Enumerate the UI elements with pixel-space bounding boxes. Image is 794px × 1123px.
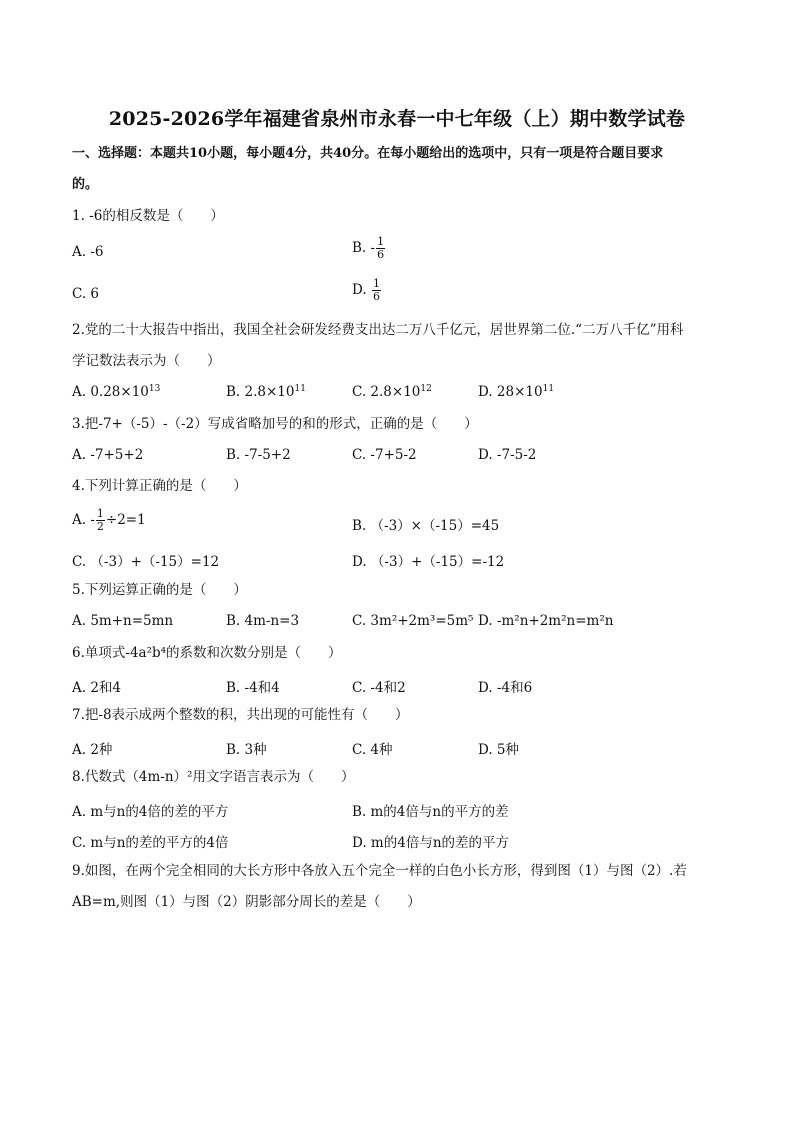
q1-option-d-prefix: D. [352, 282, 371, 298]
section-header-line1: 一、选择题：本题共10小题，每小题4分，共40分。在每小题给出的选项中，只有一项是符合题目要求 [72, 146, 664, 161]
q1-option-a: A. -6 [72, 244, 104, 260]
q5-option-b: B. 4m-n=3 [226, 613, 300, 629]
q4-option-d: D. （-3）+（-15）=-12 [352, 554, 505, 570]
q4-option-a-fraction [96, 508, 105, 533]
q6-option-a: A. 2和4 [72, 680, 122, 696]
q2-option-d [478, 384, 554, 400]
q3-option-b: B. -7-5+2 [226, 447, 291, 463]
q4-stem: 4.下列计算正确的是（ ） [72, 478, 247, 494]
q2-option-b-base: B. 2.8×10 [226, 384, 295, 400]
q2-option-d-base: D. 28×10 [478, 384, 543, 400]
q1-option-b-fraction [376, 236, 385, 261]
q2-option-d-exponent: 11 [542, 384, 555, 394]
q1-stem: 1. -6的相反数是（ ） [72, 208, 224, 224]
q2-option-c-exponent: 12 [420, 384, 432, 394]
q1-option-b-prefix: B. - [352, 240, 376, 256]
q2-option-a-exponent: 13 [148, 384, 161, 394]
q8-option-b: B. m的4倍与n的平方的差 [352, 804, 509, 820]
q1-option-d-numerator: 1 [372, 277, 380, 290]
q2-stem-line1: 2.党的二十大报告中指出，我国全社会研发经费支出达二万八千亿元，居世界第二位.“二万八千亿”用科 [72, 322, 684, 338]
q4-option-a-prefix: A. - [72, 512, 95, 528]
q2-stem-line2: 学记数法表示为（ ） [72, 353, 221, 369]
q2-option-c-base: C. 2.8×10 [352, 384, 421, 400]
q6-option-d: D. -4和6 [478, 680, 533, 696]
q8-option-c: C. m与n的差的平方的4倍 [72, 835, 229, 851]
q8-stem: 8.代数式（4m-n）²用文字语言表示为（ ） [72, 769, 355, 785]
q1-option-c: C. 6 [72, 286, 100, 302]
q3-option-a: A. -7+5+2 [72, 447, 144, 463]
q4-option-b: B. （-3）×（-15）=45 [352, 518, 500, 534]
q3-option-d: D. -7-5-2 [478, 447, 537, 463]
q7-option-a: A. 2种 [72, 742, 113, 758]
q1-option-b-numerator: 1 [377, 235, 385, 248]
q8-option-a: A. m与n的4倍的差的平方 [72, 804, 229, 820]
q1-option-d [352, 278, 382, 303]
q9-stem-line1: 9.如图，在两个完全相同的大长方形中各放入五个完全一样的白色小长方形，得到图（1）与图（2）.若 [72, 863, 687, 879]
q2-option-b [226, 384, 306, 400]
q2-option-b-exponent: 11 [294, 384, 306, 394]
q6-option-b: B. -4和4 [226, 680, 280, 696]
q1-option-b-denominator: 6 [377, 248, 385, 261]
q8-option-d: D. m的4倍与n的差的平方 [352, 835, 510, 851]
q2-option-a-base: A. 0.28×10 [72, 384, 149, 400]
q5-option-c: C. 3m²+2m³=5m⁵ [352, 613, 474, 629]
q7-option-b: B. 3种 [226, 742, 267, 758]
exam-title: 2025-2026学年福建省泉州市永春一中七年级（上）期中数学试卷 [108, 108, 686, 130]
q1-option-d-fraction [372, 278, 381, 303]
q3-stem: 3.把-7+（-5）-（-2）写成省略加号的和的形式，正确的是（ ） [72, 416, 478, 432]
q4-option-a-denominator: 2 [96, 520, 104, 533]
q7-option-d: D. 5种 [478, 742, 520, 758]
q4-option-a-numerator: 1 [96, 507, 104, 520]
q3-option-c: C. -7+5-2 [352, 447, 417, 463]
q5-option-d: D. -m²n+2m²n=m²n [478, 613, 614, 629]
q6-option-c: C. -4和2 [352, 680, 406, 696]
q7-stem: 7.把-8表示成两个整数的积，共出现的可能性有（ ） [72, 707, 409, 723]
q4-option-c: C. （-3）+（-15）=12 [72, 554, 220, 570]
section-header-line2: 的。 [72, 177, 99, 192]
q4-option-a [72, 508, 146, 533]
q1-option-b [352, 236, 386, 261]
q5-option-a: A. 5m+n=5mn [72, 613, 174, 629]
q1-option-d-denominator: 6 [372, 290, 380, 303]
section-header [72, 138, 724, 200]
q9-stem-line2: AB=m,则图（1）与图（2）阴影部分周长的差是（ ） [72, 894, 421, 910]
q4-option-a-suffix: ÷2=1 [105, 512, 146, 528]
q9-stem [72, 856, 724, 918]
q5-stem: 5.下列运算正确的是（ ） [72, 582, 247, 598]
q7-option-c: C. 4种 [352, 742, 393, 758]
q6-stem: 6.单项式-4a²b⁴的系数和次数分别是（ ） [72, 645, 342, 661]
q2-option-a [72, 384, 160, 400]
q2-option-c [352, 384, 432, 400]
q2-stem [72, 315, 724, 377]
